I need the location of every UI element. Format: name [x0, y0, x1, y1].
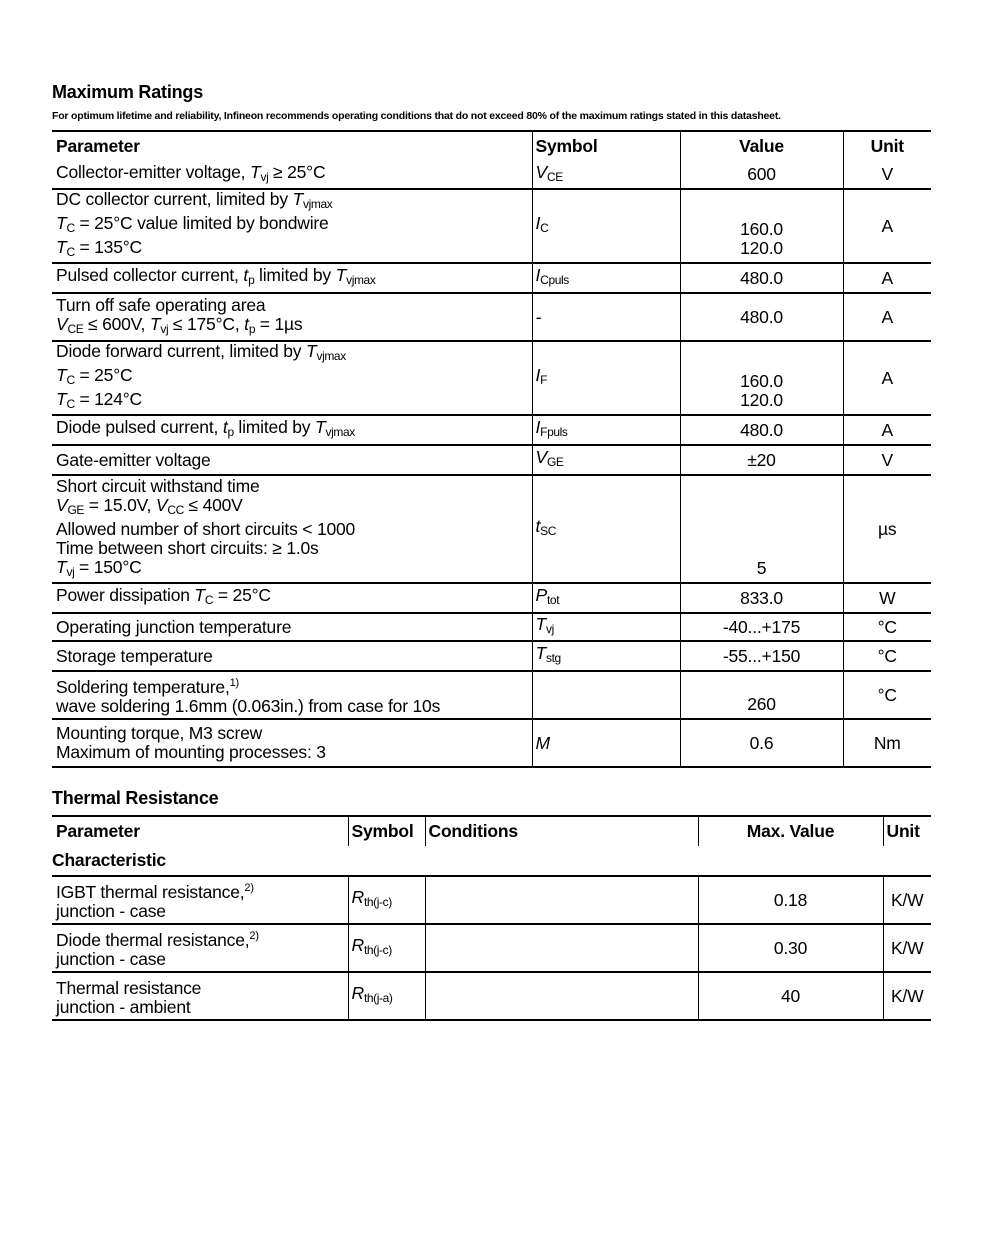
thermal-header-row [52, 816, 931, 846]
thermal-conditions-cell [425, 876, 698, 924]
symbol-letter: V [56, 494, 68, 515]
table-row [52, 475, 931, 583]
characteristic-row [52, 846, 931, 876]
value-cell [680, 415, 843, 445]
parameter-cell [52, 641, 532, 671]
value: 160.0 [740, 219, 783, 239]
max-ratings-title: Maximum Ratings [52, 82, 204, 102]
parameter-cell [52, 415, 532, 445]
thermal-unit-cell: K/W [883, 924, 931, 972]
parameter-line [56, 743, 529, 762]
subscript: vjmax [316, 349, 346, 363]
symbol-letter: T [56, 556, 67, 577]
subscript: 1) [229, 677, 240, 689]
subscript: vj [66, 564, 75, 579]
thermal-unit-cell: K/W [883, 876, 931, 924]
header-unit: Unit [843, 131, 931, 161]
subscript: GE [67, 502, 85, 517]
symbol-main: V [535, 161, 547, 182]
unit-cell: °C [843, 613, 931, 641]
subscript: vjmax [346, 273, 376, 287]
subscript: C [66, 397, 75, 411]
thermal-symbol-cell [348, 876, 425, 924]
symbol-cell [532, 583, 680, 613]
symbol-main: T [535, 643, 546, 663]
symbol-main: t [535, 516, 541, 536]
text-run: Allowed number of short circuits < 1000 [56, 518, 356, 539]
symbol-letter: T [56, 365, 67, 385]
symbol-subscript: F [540, 373, 548, 387]
thermal-header-symbol: Symbol [348, 816, 425, 846]
footnote-mark: 2) [249, 930, 259, 942]
subscript: vj [160, 321, 169, 336]
text-run: Time between short circuits: ≥ 1.0s [56, 537, 319, 558]
thermal-symbol-cell [348, 924, 425, 972]
symbol-letter: T [315, 417, 326, 437]
parameter-cell [52, 671, 532, 719]
parameter-line [56, 190, 529, 214]
value: 600 [747, 164, 776, 184]
subscript: p [248, 273, 255, 287]
parameter-line [56, 618, 529, 637]
text-run: Diode thermal resistance, [56, 930, 250, 950]
text-run: Maximum of mounting processes: 3 [56, 742, 326, 762]
parameter-line [56, 163, 529, 187]
text-run: Turn off safe operating area [56, 294, 266, 315]
symbol-cell [532, 415, 680, 445]
text-run: Power dissipation [56, 585, 195, 605]
value: 833.0 [740, 587, 783, 608]
value-cell [680, 719, 843, 767]
parameter-line [56, 586, 529, 610]
parameter-line [56, 558, 529, 582]
thermal-value-cell: 0.30 [698, 924, 883, 972]
value: 480.0 [740, 267, 783, 288]
parameter-line: junction - case [56, 949, 166, 969]
thermal-parameter-cell [52, 972, 348, 1020]
text-run: Operating junction temperature [56, 616, 292, 637]
thermal-header-parameter: Parameter [52, 816, 348, 846]
symbol-main: I [535, 265, 541, 285]
unit-cell: V [843, 161, 931, 189]
parameter-line [56, 342, 529, 366]
symbol-letter: T [335, 265, 347, 285]
value-cell [680, 475, 843, 583]
subscript: vjmax [303, 197, 333, 211]
symbol-subscript: CE [546, 169, 563, 184]
parameter-cell [52, 341, 532, 415]
subscript: C [66, 221, 75, 235]
parameter-line [56, 879, 345, 902]
symbol-subscript: Fpuls [540, 425, 568, 439]
symbol-cell [532, 445, 680, 475]
unit-cell: A [843, 263, 931, 293]
symbol-letter: T [194, 585, 205, 605]
subscript: vj [260, 169, 269, 184]
symbol-subscript: vj [546, 622, 554, 636]
parameter-line [56, 539, 529, 558]
symbol-main: I [535, 365, 541, 385]
symbol-letter: T [56, 389, 67, 409]
symbol-cell [532, 613, 680, 641]
value: 260 [747, 694, 776, 714]
text-run: ≥ 25°C [268, 161, 326, 182]
symbol-subscript: th(j-a) [363, 991, 393, 1005]
thermal-title: Thermal Resistance [52, 788, 219, 808]
symbol-main: I [535, 213, 541, 233]
parameter-line [56, 238, 529, 262]
value-cell [680, 341, 843, 415]
text-run: Gate-emitter voltage [56, 449, 211, 470]
text-run: = 15.0V, [84, 494, 156, 515]
table-row [52, 189, 931, 263]
text-run: limited by [254, 265, 336, 285]
parameter-cell [52, 583, 532, 613]
symbol-letter: V [56, 313, 68, 334]
symbol-main: R [351, 887, 364, 907]
text-run: wave soldering 1.6mm (0.063in.) from case for 10s [56, 696, 441, 716]
subscript: p [227, 425, 234, 439]
thermal-symbol-cell [348, 972, 425, 1020]
symbol-letter: V [155, 494, 168, 515]
value: 480.0 [740, 419, 783, 440]
text-run: = 124°C [74, 389, 142, 409]
parameter-cell [52, 613, 532, 641]
characteristic-label: Characteristic [52, 846, 931, 876]
unit-cell: Nm [843, 719, 931, 767]
value-cell [680, 445, 843, 475]
symbol-subscript: stg [546, 651, 561, 665]
unit-cell: V [843, 445, 931, 475]
thermal-unit-cell: K/W [883, 972, 931, 1020]
header-value: Value [680, 131, 843, 161]
unit-cell: °C [843, 641, 931, 671]
table-row [52, 161, 931, 189]
symbol-letter: T [56, 213, 67, 233]
subscript: C [204, 593, 214, 607]
thermal-value-cell: 40 [698, 972, 883, 1020]
table-row [52, 415, 931, 445]
parameter-line [56, 266, 529, 290]
footnote-mark: 2) [244, 882, 254, 894]
parameter-line [56, 418, 529, 442]
subscript: CE [67, 321, 84, 336]
unit-cell: A [843, 293, 931, 341]
parameter-line [56, 451, 529, 470]
value-cell [680, 583, 843, 613]
symbol-cell [532, 641, 680, 671]
max-ratings-table [52, 130, 931, 768]
value-cell [680, 293, 843, 341]
symbol-main: M [535, 732, 550, 753]
symbol-cell [532, 719, 680, 767]
text-run: limited by [233, 417, 316, 437]
text-run: = 25°C value limited by bondwire [74, 213, 329, 233]
text-run: Diode forward current, limited by [56, 341, 306, 361]
parameter-line [56, 366, 529, 390]
value-cell [680, 189, 843, 263]
table-header-row [52, 131, 931, 161]
parameter-line [56, 496, 529, 520]
value-cell [680, 641, 843, 671]
symbol-main: T [535, 614, 546, 634]
thermal-value-cell: 0.18 [698, 876, 883, 924]
thermal-parameter-cell [52, 876, 348, 924]
text-run: Diode pulsed current, [56, 417, 223, 437]
symbol-cell [532, 263, 680, 293]
parameter-cell [52, 293, 532, 341]
parameter-line: junction - case [56, 901, 166, 921]
parameter-line: junction - ambient [56, 997, 191, 1017]
text-run: DC collector current, limited by [56, 189, 293, 209]
symbol-main: V [535, 447, 547, 467]
header-symbol: Symbol [532, 131, 680, 161]
value: 160.0 [740, 371, 783, 391]
value: 0.6 [749, 732, 774, 753]
table-row [52, 671, 931, 719]
value: 120.0 [740, 238, 783, 258]
thermal-header-max-value: Max. Value [698, 816, 883, 846]
text-run: = 1µs [255, 313, 303, 334]
symbol-main: P [535, 585, 547, 605]
unit-cell: W [843, 583, 931, 613]
parameter-line [56, 647, 529, 666]
symbol-letter: T [249, 161, 261, 182]
value: 5 [756, 558, 767, 578]
symbol-letter: T [292, 189, 304, 209]
symbol-subscript: th(j-c) [363, 943, 392, 957]
symbol-subscript: th(j-c) [363, 895, 392, 909]
text-run: Thermal resistance [56, 978, 202, 998]
parameter-cell [52, 189, 532, 263]
parameter-line [56, 697, 529, 716]
symbol-cell [532, 189, 680, 263]
parameter-line [56, 975, 345, 998]
value-cell [680, 613, 843, 641]
unit-cell: °C [843, 671, 931, 719]
table-row [52, 263, 931, 293]
symbol-letter: T [56, 237, 67, 257]
subscript: CC [167, 502, 184, 517]
thermal-table [52, 815, 931, 1021]
subscript: p [248, 321, 256, 336]
symbol-main: - [535, 306, 542, 327]
table-row [52, 583, 931, 613]
thermal-header-unit: Unit [883, 816, 931, 846]
symbol-cell [532, 341, 680, 415]
symbol-main: I [535, 417, 541, 437]
unit-cell: A [843, 415, 931, 445]
parameter-cell [52, 263, 532, 293]
header-parameter: Parameter [52, 131, 532, 161]
table-row [52, 341, 931, 415]
symbol-letter: T [305, 341, 317, 361]
text-run: = 25°C [74, 365, 133, 385]
max-ratings-note: For optimum lifetime and reliability, Infineon recommends operating conditions that do not exceed 80% of the maximum ratings stated in this datasheet. [52, 110, 781, 122]
text-run: = 25°C [213, 585, 271, 605]
symbol-subscript: GE [546, 455, 564, 469]
parameter-cell [52, 445, 532, 475]
thermal-parameter-cell [52, 924, 348, 972]
unit-cell: µs [843, 475, 931, 583]
value-cell [680, 161, 843, 189]
subscript: C [66, 245, 75, 259]
value: 480.0 [740, 306, 783, 327]
text-run: ≤ 600V, [83, 313, 150, 334]
value: 120.0 [740, 390, 783, 410]
text-run: Soldering temperature, [56, 677, 230, 697]
table-row [52, 445, 931, 475]
thermal-conditions-cell [425, 924, 698, 972]
parameter-line [56, 296, 529, 315]
symbol-letter: T [149, 313, 161, 334]
symbol-subscript: tot [546, 593, 560, 607]
table-row [52, 293, 931, 341]
unit-cell: A [843, 341, 931, 415]
parameter-line [56, 315, 529, 339]
value-cell [680, 671, 843, 719]
value: -55...+150 [722, 645, 801, 666]
thermal-row [52, 972, 931, 1020]
text-run: IGBT thermal resistance, [56, 882, 245, 902]
text-run: ≤ 400V [183, 494, 243, 515]
text-run: Storage temperature [56, 645, 213, 666]
parameter-line [56, 674, 529, 697]
symbol-cell [532, 475, 680, 583]
symbol-cell [532, 671, 680, 719]
parameter-cell [52, 161, 532, 189]
subscript: C [66, 373, 75, 387]
symbol-main: R [351, 935, 364, 955]
thermal-row [52, 924, 931, 972]
symbol-letter: t [244, 313, 249, 334]
symbol-main: R [351, 983, 364, 1003]
value: -40...+175 [722, 616, 801, 637]
text-run: Collector-emitter voltage, [56, 161, 250, 182]
symbol-letter: t [222, 417, 228, 437]
value: ±20 [747, 449, 776, 470]
symbol-letter: t [243, 265, 249, 285]
thermal-conditions-cell [425, 972, 698, 1020]
symbol-cell [532, 161, 680, 189]
subscript: vjmax [325, 425, 355, 439]
unit-cell: A [843, 189, 931, 263]
text-run: Mounting torque, M3 screw [56, 723, 263, 743]
parameter-line [56, 520, 529, 539]
text-run: Pulsed collector current, [56, 265, 244, 285]
parameter-line [56, 927, 345, 950]
parameter-cell [52, 475, 532, 583]
text-run: = 150°C [74, 556, 142, 577]
table-row [52, 613, 931, 641]
thermal-header-conditions: Conditions [425, 816, 698, 846]
symbol-subscript: Cpuls [540, 273, 569, 287]
parameter-line [56, 214, 529, 238]
text-run: = 135°C [74, 237, 142, 257]
table-row [52, 641, 931, 671]
value-cell [680, 263, 843, 293]
text-run: Short circuit withstand time [56, 475, 260, 496]
parameter-line [56, 390, 529, 414]
parameter-cell [52, 719, 532, 767]
table-row [52, 719, 931, 767]
symbol-cell [532, 293, 680, 341]
symbol-subscript: SC [540, 524, 557, 538]
symbol-subscript: C [540, 221, 549, 235]
thermal-row [52, 876, 931, 924]
parameter-line [56, 724, 529, 743]
parameter-line [56, 477, 529, 496]
text-run: ≤ 175°C, [168, 313, 245, 334]
